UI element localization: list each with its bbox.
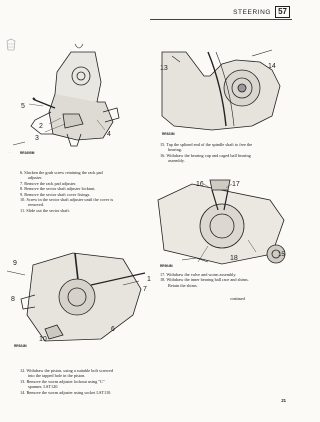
callout-3: 3 [35, 135, 39, 142]
step-17: 17. Withdraw the valve and worm assembly. [160, 272, 237, 277]
step-12-cont: into the tapped hole in the piston. [28, 373, 86, 379]
step-15: 15. Tap the splined end of the spindle shaft to free the [160, 142, 253, 147]
step-14: 14. Remove the worm adjuster using socket LST110. [20, 389, 112, 395]
step-13-cont: spanner, LST120. [28, 384, 59, 390]
step-16-cont: assembly. [168, 158, 185, 164]
figure-1-caption: RR1695M [20, 151, 35, 155]
figure-3-caption: RR904M [160, 264, 173, 268]
step-7: 7. Remove the rack pad adjuster. [20, 180, 77, 186]
callout-1: 1 [147, 276, 151, 283]
callout-5: 5 [21, 103, 25, 110]
steps-6-11 [20, 170, 113, 213]
step-16: 16. Withdraw the bearing cup and caged ball bearing [160, 152, 251, 158]
callout-6: 6 [111, 326, 115, 333]
scan-dots: · · [8, 150, 12, 155]
callout-10: 10 [39, 336, 47, 343]
step-10: 10. Screw in the sector shaft adjuster until the cover is [20, 197, 114, 203]
step-11: 11. Slide out the sector shaft. [20, 207, 70, 213]
figure-4-piston-illustration [5, 245, 155, 350]
step-18: 18. Withdraw the inner bearing ball race and shims. [160, 277, 249, 283]
step-15-cont: bearing. [168, 147, 182, 153]
step-12: 12. Withdraw the piston, using a suitable bolt screwed [20, 368, 114, 373]
callout-8: 8 [11, 296, 15, 303]
section-number-box: 57 [275, 6, 290, 18]
step-13: 13. Remove the worm adjuster locknut using "C" [20, 378, 105, 384]
step-18-cont: Retain the shims. [168, 282, 198, 288]
page-header [233, 6, 290, 18]
callout-17: 17 [232, 181, 240, 188]
callout-9: 9 [13, 260, 17, 267]
step-10-cont: removed. [28, 202, 45, 208]
scan-mark: ˙· [8, 270, 11, 275]
step-9: 9. Remove the sector shaft cover fixings. [20, 191, 91, 197]
callout-4: 4 [107, 131, 111, 138]
page-number: 21 [281, 398, 286, 403]
callout-2: 2 [39, 123, 43, 130]
step-8: 8. Remove the sector shaft adjuster locknut. [20, 186, 96, 192]
steps-12-14 [20, 368, 113, 395]
figure-3-valve-worm-illustration [152, 170, 292, 270]
steps-17-18 [160, 272, 249, 288]
callout-16: 16 [196, 181, 204, 188]
header-rule [150, 19, 292, 20]
step-6: 6. Slacken the grub screw retaining the rack pad [20, 170, 103, 175]
figure-2-spindle-shaft-illustration [152, 46, 292, 138]
figure-4-caption: RR924M [14, 344, 27, 348]
section-title: STEERING [233, 8, 272, 16]
steps-15-16 [160, 142, 252, 164]
callout-18: 18 [230, 255, 238, 262]
callout-13: 13 [160, 65, 168, 72]
step-6-cont: adjuster. [28, 175, 43, 181]
callout-15: 15 [278, 252, 285, 258]
figure-1-sector-shaft-illustration [5, 42, 145, 157]
callout-7: 7 [143, 286, 147, 293]
continued-note: continued [230, 297, 245, 301]
callout-14: 14 [268, 63, 276, 70]
figure-2-caption: RR923M [162, 132, 175, 136]
